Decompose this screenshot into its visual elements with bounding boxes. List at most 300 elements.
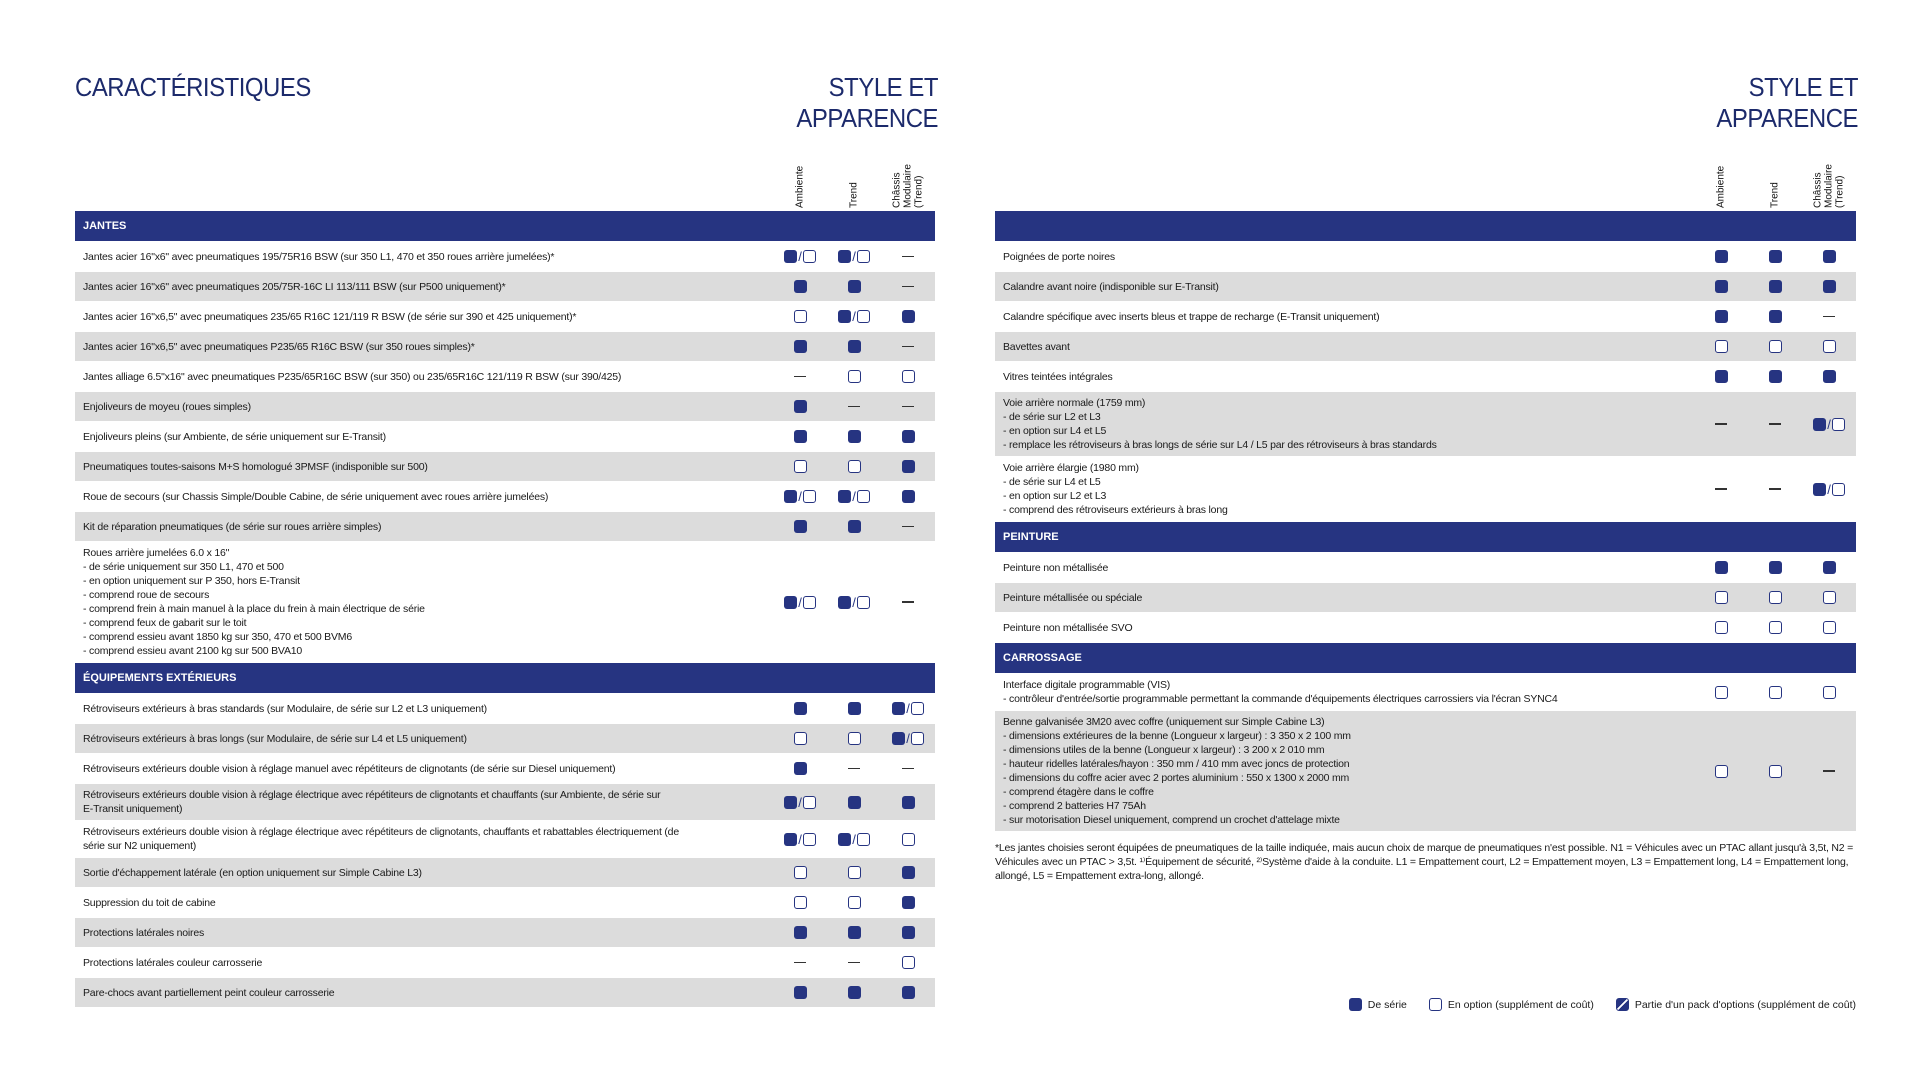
page-title-style-right: STYLE ET APPARENCE [1716, 72, 1858, 133]
standard-marker-icon [794, 520, 807, 533]
left-sections [75, 211, 935, 1007]
standard-marker-icon [1823, 280, 1836, 293]
standard-marker-icon [848, 926, 861, 939]
standard-marker-icon [848, 340, 861, 353]
availability-cell [1802, 250, 1856, 263]
availability-cell [1748, 280, 1802, 293]
not-available-dash [1715, 488, 1727, 490]
option-marker-icon [848, 732, 861, 745]
table-row [995, 612, 1856, 642]
availability-cell [1748, 591, 1802, 604]
row-label: Peinture non métallisée SVO [1003, 621, 1133, 634]
availability-cell [1694, 561, 1748, 574]
column-headers-left [75, 150, 935, 210]
availability-cell [827, 430, 881, 443]
table-row [995, 552, 1856, 582]
availability-cell [773, 430, 827, 443]
option-marker-icon [848, 460, 861, 473]
availability-cell [827, 986, 881, 999]
section-header: CARROSSAGE [995, 643, 1856, 673]
availability-cell [881, 346, 935, 348]
availability-cell [881, 526, 935, 528]
availability-cell [881, 896, 935, 909]
availability-cell [1802, 340, 1856, 353]
standard-marker-icon [794, 340, 807, 353]
availability-cell: / [773, 249, 827, 264]
standard-marker-icon [794, 702, 807, 715]
availability-cell [881, 866, 935, 879]
availability-cell [1748, 488, 1802, 490]
standard-marker-icon [848, 280, 861, 293]
option-marker-icon [803, 596, 816, 609]
standard-marker-icon [902, 490, 915, 503]
availability-cell [773, 280, 827, 293]
availability-cell: / [1802, 417, 1856, 432]
not-available-dash [902, 346, 914, 348]
not-available-dash [902, 526, 914, 528]
availability-cell [827, 520, 881, 533]
table-row [995, 391, 1856, 456]
availability-cell [1748, 423, 1802, 425]
row-label: Rétroviseurs extérieurs double vision à réglage électrique avec répétiteurs de clignotants, chauffants et rabattables électriquement (de série sur N2 uniquement) [83, 826, 679, 852]
row-label: Peinture non métallisée [1003, 561, 1109, 574]
standard-marker-icon [838, 250, 851, 263]
legend-standard [1349, 998, 1407, 1011]
availability-cell [881, 256, 935, 258]
availability-cell [773, 962, 827, 964]
option-marker-icon [1715, 765, 1728, 778]
table-row [75, 391, 935, 421]
option-marker-icon [1769, 340, 1782, 353]
not-available-dash [902, 286, 914, 288]
not-available-dash [794, 376, 806, 378]
option-marker-icon [857, 596, 870, 609]
not-available-dash [902, 406, 914, 408]
row-label: Pneumatiques toutes-saisons M+S homologué 3PMSF (indisponible sur 500) [83, 460, 428, 473]
row-label: Protections latérales noires [83, 926, 205, 939]
option-marker-icon [1823, 686, 1836, 699]
column-header-label: Ambiente [1715, 165, 1727, 208]
standard-marker-icon [1769, 370, 1782, 383]
availability-cell [773, 310, 827, 323]
availability-cell [773, 400, 827, 413]
availability-cell [773, 866, 827, 879]
table-row [995, 301, 1856, 331]
option-marker-icon [857, 310, 870, 323]
standard-marker-icon [902, 896, 915, 909]
standard-marker-icon [902, 986, 915, 999]
column-header [777, 148, 823, 208]
table-row [75, 421, 935, 451]
row-label: Pare-chocs avant partiellement peint couleur carrosserie [83, 986, 335, 999]
availability-cell [1694, 621, 1748, 634]
not-available-dash [1823, 770, 1835, 772]
table-row [75, 693, 935, 723]
option-marker-icon [803, 250, 816, 263]
standard-marker-icon [902, 796, 915, 809]
table-row [995, 710, 1856, 831]
option-marker-icon [1832, 483, 1845, 496]
option-marker-icon [1832, 418, 1845, 431]
table-row [995, 673, 1856, 710]
availability-cell [881, 796, 935, 809]
availability-cell: / [827, 832, 881, 847]
option-marker-icon [1823, 591, 1836, 604]
row-label: Sortie d'échappement latérale (en option uniquement sur Simple Cabine L3) [83, 866, 422, 879]
availability-cell [1694, 591, 1748, 604]
table-row [75, 753, 935, 783]
table-row [75, 511, 935, 541]
availability-cell: / [773, 832, 827, 847]
availability-cell: / [881, 701, 935, 716]
not-available-dash [902, 601, 914, 603]
column-header-label: Trend [848, 182, 860, 208]
availability-cell [1802, 370, 1856, 383]
row-label: Rétroviseurs extérieurs double vision à réglage manuel avec répétiteurs de clignotants (de série sur Diesel uniquement) [83, 762, 616, 775]
row-label: Rétroviseurs extérieurs double vision à réglage électrique avec répétiteurs de clignotants et chauffants (sur Ambiente, de série sur E-Transit uniquement) [83, 789, 661, 815]
availability-cell [881, 490, 935, 503]
option-marker-icon [902, 833, 915, 846]
standard-marker-icon [838, 833, 851, 846]
option-marker-icon [1769, 621, 1782, 634]
standard-marker-icon [892, 732, 905, 745]
row-label: Suppression du toit de cabine [83, 896, 216, 909]
standard-marker-icon [902, 866, 915, 879]
row-label: Calandre avant noire (indisponible sur E-Transit) [1003, 280, 1219, 293]
standard-marker-icon [794, 762, 807, 775]
row-label: Interface digitale programmable (VIS) - contrôleur d'entrée/sortie programmable permettant la commande d'équipements électriques carrossiers via l'écran SYNC4 [1003, 679, 1558, 705]
availability-cell [773, 460, 827, 473]
availability-cell [827, 926, 881, 939]
availability-cell [1748, 340, 1802, 353]
table-row [995, 241, 1856, 271]
standard-marker-icon [848, 986, 861, 999]
table-row [995, 582, 1856, 612]
row-label: Rétroviseurs extérieurs à bras longs (sur Modulaire, de série sur L4 et L5 uniquement) [83, 732, 467, 745]
table-row [995, 361, 1856, 391]
option-marker-icon [857, 250, 870, 263]
table-row [75, 977, 935, 1007]
availability-cell [1694, 423, 1748, 425]
option-marker-icon [1715, 340, 1728, 353]
availability-cell [1694, 686, 1748, 699]
section-header [995, 211, 1856, 241]
table-row [75, 887, 935, 917]
table-row [75, 271, 935, 301]
option-marker-icon [902, 370, 915, 383]
availability-cell [827, 340, 881, 353]
not-available-dash [848, 406, 860, 408]
standard-marker-icon [784, 796, 797, 809]
availability-cell [1694, 280, 1748, 293]
column-header-label: Trend [1769, 182, 1781, 208]
column-header [1698, 148, 1744, 208]
availability-cell [1802, 621, 1856, 634]
row-label: Peinture métallisée ou spéciale [1003, 591, 1143, 604]
standard-marker-icon [902, 310, 915, 323]
availability-cell: / [827, 595, 881, 610]
standard-marker-icon [1715, 310, 1728, 323]
option-marker-icon [794, 460, 807, 473]
table-row [995, 331, 1856, 361]
option-marker-icon [848, 896, 861, 909]
availability-cell [881, 460, 935, 473]
standard-marker-icon [902, 926, 915, 939]
legend-option-label: En option (supplément de coût) [1447, 998, 1594, 1011]
option-marker-icon [1823, 621, 1836, 634]
not-available-dash [1823, 316, 1835, 318]
pack-marker-icon [1616, 998, 1629, 1011]
row-label: Vitres teintées intégrales [1003, 370, 1113, 383]
section-header: JANTES [75, 211, 935, 241]
option-marker-icon [1769, 765, 1782, 778]
availability-cell [1802, 561, 1856, 574]
availability-cell [1748, 621, 1802, 634]
standard-marker-icon [838, 490, 851, 503]
availability-cell [1748, 310, 1802, 323]
table-row [75, 541, 935, 662]
row-label: Voie arrière élargie (1980 mm) - de série sur L4 et L5 - en option sur L2 et L3 - comprend des rétroviseurs extérieurs à bras long [1003, 462, 1228, 516]
standard-marker-icon [794, 280, 807, 293]
row-label: Protections latérales couleur carrosserie [83, 956, 263, 969]
availability-cell [1748, 765, 1802, 778]
row-label: Calandre spécifique avec inserts bleus et trappe de recharge (E-Transit uniquement) [1003, 310, 1380, 323]
standard-marker-icon [1715, 561, 1728, 574]
column-header [885, 148, 931, 208]
table-row [75, 947, 935, 977]
row-label: Jantes alliage 6.5"x16" avec pneumatiques P235/65R16C BSW (sur 350) ou 235/65R16C 121/119 R BSW (sur 390/425) [83, 370, 622, 383]
availability-cell: / [773, 489, 827, 504]
not-available-dash [1715, 423, 1727, 425]
standard-marker-icon [784, 596, 797, 609]
option-marker-icon [857, 833, 870, 846]
standard-marker-icon [784, 250, 797, 263]
availability-cell: / [773, 595, 827, 610]
column-header-label: Châssis Modulaire (Trend) [1812, 164, 1846, 208]
availability-cell [773, 762, 827, 775]
option-marker-icon [1715, 686, 1728, 699]
standard-marker-icon [794, 430, 807, 443]
table-row [75, 723, 935, 753]
option-marker-icon [794, 896, 807, 909]
standard-marker-icon [848, 796, 861, 809]
availability-cell [1802, 770, 1856, 772]
availability-cell [881, 833, 935, 846]
availability-cell [773, 926, 827, 939]
standard-marker-icon [1813, 418, 1826, 431]
legend-pack-label: Partie d'un pack d'options (supplément de coût) [1634, 998, 1856, 1011]
availability-cell [1802, 591, 1856, 604]
availability-cell [1802, 280, 1856, 293]
availability-cell: / [881, 731, 935, 746]
option-marker-icon [1715, 591, 1728, 604]
availability-cell [1748, 561, 1802, 574]
standard-marker-icon [1823, 561, 1836, 574]
table-row [75, 783, 935, 820]
legend-option [1429, 998, 1594, 1011]
column-header [831, 148, 877, 208]
option-marker-icon [1769, 686, 1782, 699]
left-spec-table [75, 150, 935, 1007]
row-label: Rétroviseurs extérieurs à bras standards (sur Modulaire, de série sur L2 et L3 uniquement) [83, 702, 487, 715]
row-label: Enjoliveurs pleins (sur Ambiente, de série uniquement sur E-Transit) [83, 430, 386, 443]
availability-cell [827, 796, 881, 809]
table-row [75, 820, 935, 857]
availability-cell [881, 430, 935, 443]
availability-cell [1748, 250, 1802, 263]
not-available-dash [794, 962, 806, 964]
standard-marker-icon [1769, 250, 1782, 263]
availability-cell [773, 520, 827, 533]
table-row [75, 917, 935, 947]
option-marker-icon [902, 956, 915, 969]
availability-cell [1694, 765, 1748, 778]
availability-cell [881, 370, 935, 383]
legend-standard-label: De série [1367, 998, 1407, 1011]
availability-cell [827, 732, 881, 745]
section-header: ÉQUIPEMENTS EXTÉRIEURS [75, 663, 935, 693]
availability-cell [827, 280, 881, 293]
availability-cell [773, 702, 827, 715]
footnote: *Les jantes choisies seront équipées de pneumatiques de la taille indiquée, mais aucun choix de marque de pneumatiques n'est possible. N1 = Véhicules avec un PTAC allant jusqu'à 3,5t, N2 = Véhicules avec un PTAC > 3,5t. ¹⁾Équipement de sécurité, ²⁾Système d'aide à la conduite. L1 = Empattement court, L2 = Empattement moyen, L3 = Empattement long, L4 = Empattement long, allongé, L5 = Empattement extra-long, allongé. [995, 842, 1854, 882]
availability-cell [773, 896, 827, 909]
standard-marker-icon [1715, 280, 1728, 293]
availability-cell [1694, 488, 1748, 490]
standard-marker-icon [848, 702, 861, 715]
availability-cell [1802, 686, 1856, 699]
availability-cell [881, 601, 935, 603]
standard-marker-icon [784, 490, 797, 503]
row-label: Benne galvanisée 3M20 avec coffre (uniquement sur Simple Cabine L3) - dimensions extérieures de la benne (Longueur x largeur) : 3 350 x 2 100 mm - dimensions utiles de la benne (Longueur x largeur) : 3 200 x 2 010 mm - hauteur ridelles latérales/hayon : 350 mm / 410 mm avec joncs de protection - dimensions du coffre acier avec 2 portes aluminium : 550 x 1300 x 2000 mm - comprend étagère dans le coffre - comprend 2 batteries H7 75Ah - sur motorisation Diesel uniquement, comprend un crochet d'attelage mixte [1003, 716, 1351, 826]
availability-cell [881, 986, 935, 999]
availability-cell [1694, 370, 1748, 383]
table-row [995, 456, 1856, 521]
availability-cell [881, 310, 935, 323]
availability-cell [881, 768, 935, 770]
standard-marker-icon [838, 596, 851, 609]
availability-cell [827, 702, 881, 715]
standard-marker-icon [902, 460, 915, 473]
availability-cell [1748, 370, 1802, 383]
option-marker-icon [794, 310, 807, 323]
availability-cell: / [827, 489, 881, 504]
table-row [75, 857, 935, 887]
availability-cell [1748, 686, 1802, 699]
option-marker-icon [848, 866, 861, 879]
availability-cell [1694, 340, 1748, 353]
availability-cell [773, 376, 827, 378]
right-spec-table [995, 150, 1856, 883]
legend [1349, 998, 1856, 1011]
column-headers-right [995, 150, 1856, 210]
availability-cell [827, 406, 881, 408]
page-title-left: CARACTÉRISTIQUES [75, 72, 311, 102]
availability-cell [881, 286, 935, 288]
option-marker-icon [803, 833, 816, 846]
row-label: Jantes acier 16"x6,5" avec pneumatiques P235/65 R16C BSW (sur 350 roues simples)* [83, 340, 475, 353]
right-sections [995, 211, 1856, 831]
row-label: Jantes acier 16"x6,5" avec pneumatiques 235/65 R16C 121/119 R BSW (de série sur 390 et 425 uniquement)* [83, 310, 577, 323]
standard-marker-icon [1823, 370, 1836, 383]
option-marker-icon [857, 490, 870, 503]
row-label: Roue de secours (sur Chassis Simple/Double Cabine, de série uniquement avec roues arrière jumelées) [83, 490, 549, 503]
table-row [75, 331, 935, 361]
table-row [75, 361, 935, 391]
standard-marker-icon [838, 310, 851, 323]
not-available-dash [1769, 488, 1781, 490]
availability-cell [881, 926, 935, 939]
not-available-dash [902, 256, 914, 258]
standard-marker-icon [1769, 561, 1782, 574]
standard-marker-icon [784, 833, 797, 846]
standard-marker-icon [1769, 280, 1782, 293]
availability-cell [827, 896, 881, 909]
availability-cell: / [1802, 482, 1856, 497]
availability-cell: / [773, 795, 827, 810]
availability-cell [881, 406, 935, 408]
availability-cell [881, 956, 935, 969]
availability-cell [1802, 316, 1856, 318]
table-row [75, 451, 935, 481]
option-marker-icon [1429, 998, 1442, 1011]
standard-marker-icon [794, 986, 807, 999]
standard-marker-icon [892, 702, 905, 715]
standard-marker-icon [794, 926, 807, 939]
option-marker-icon [911, 702, 924, 715]
availability-cell [773, 340, 827, 353]
availability-cell [827, 370, 881, 383]
standard-marker-icon [848, 520, 861, 533]
page-title-style-left: STYLE ET APPARENCE [796, 72, 938, 133]
column-header [1806, 148, 1852, 208]
option-marker-icon [803, 796, 816, 809]
not-available-dash [1769, 423, 1781, 425]
row-label: Poignées de porte noires [1003, 250, 1115, 263]
row-label: Kit de réparation pneumatiques (de série sur roues arrière simples) [83, 520, 382, 533]
table-row [75, 481, 935, 511]
availability-cell: / [827, 309, 881, 324]
availability-cell [827, 460, 881, 473]
not-available-dash [902, 768, 914, 770]
standard-marker-icon [1715, 370, 1728, 383]
column-header [1752, 148, 1798, 208]
column-header-label: Ambiente [794, 165, 806, 208]
standard-marker-icon [848, 430, 861, 443]
option-marker-icon [794, 866, 807, 879]
row-label: Enjoliveurs de moyeu (roues simples) [83, 400, 251, 413]
standard-marker-icon [902, 430, 915, 443]
availability-cell [773, 986, 827, 999]
option-marker-icon [1823, 340, 1836, 353]
row-label: Jantes acier 16"x6" avec pneumatiques 195/75R16 BSW (sur 350 L1, 470 et 350 roues arrière jumelées)* [83, 250, 555, 263]
section-header: PEINTURE [995, 522, 1856, 552]
row-label: Jantes acier 16"x6" avec pneumatiques 205/75R-16C LI 113/111 BSW (sur P500 uniquement)* [83, 280, 506, 293]
option-marker-icon [794, 732, 807, 745]
row-label: Voie arrière normale (1759 mm) - de série sur L2 et L3 - en option sur L4 et L5 - remplace les rétroviseurs à bras longs de série sur L4 / L5 par des rétroviseurs à bras standards [1003, 397, 1437, 451]
availability-cell [773, 732, 827, 745]
availability-cell [827, 768, 881, 770]
row-label: Roues arrière jumelées 6.0 x 16" - de série uniquement sur 350 L1, 470 et 500 - en option uniquement sur P 350, hors E-Transit - comprend roue de secours - comprend frein à main manuel à la place du frein à main électrique de série - comprend feux de gabarit sur le toit - comprend essieu avant 1850 kg sur 350, 470 et 500 BVM6 - comprend essieu avant 2100 kg sur 500 BVA10 [83, 547, 425, 657]
standard-marker-icon [1715, 250, 1728, 263]
table-row [75, 241, 935, 271]
availability-cell: / [827, 249, 881, 264]
availability-cell [1694, 250, 1748, 263]
standard-marker-icon [1349, 998, 1362, 1011]
table-row [75, 301, 935, 331]
column-header-label: Châssis Modulaire (Trend) [891, 164, 925, 208]
option-marker-icon [1769, 591, 1782, 604]
not-available-dash [848, 962, 860, 964]
